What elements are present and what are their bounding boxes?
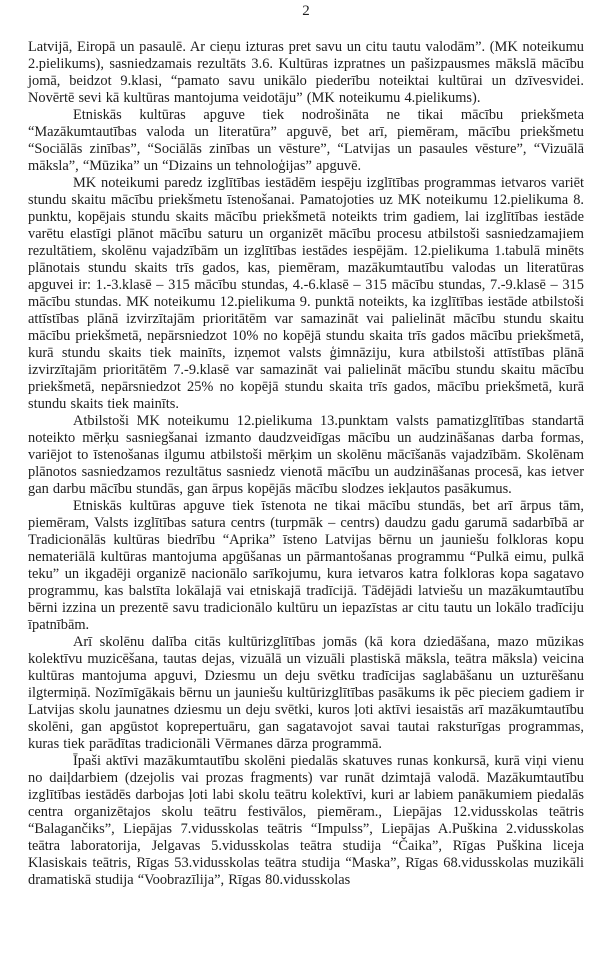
paragraph: Latvijā, Eiropā un pasaulē. Ar cieņu izturas pret savu un citu tautu valodām”. (MK noteikumu 2.pielikums), sasniedzamais rezultāts 3.6. Kultūras izpratnes un pašizpausmes mākslā mācību jomā, beidzot 9.klasi, “pamato savu unikālo piederību noteiktai kultūrai un dzīvesvidei. Novērtē sevi kā kultūras mantojuma veidotāju” (MK noteikumu 4.pielikums). (28, 39, 584, 106)
page-content (28, 39, 584, 889)
paragraph: Īpaši aktīvi mazākumtautību skolēni piedalās skatuves runas konkursā, kurā viņi vienu no daiļdarbiem (dzejolis vai prozas fragments) var runāt dzimtajā valodā. Mazākumtautību izglītības iestādēs darbojas ļoti labi skolu teātru kolektīvi, kuri ar labiem panākumiem piedalās centra organizētajos skolu teātru festivālos, piemēram., Liepājas 12.vidusskolas teātris “Balagančiks”, Liepājas 7.vidusskolas teātris “Impulss”, Liepājas A.Puškina 2.vidusskolas teātra laboratorija, Jelgavas 5.vidusskolas teātra studija “Čaika”, Rīgas Puškina liceja Klasiskais teātris, Rīgas 53.vidusskolas teātra studija “Maska”, Rīgas 68.vidusskolas muzikāli dramatiskā studija “Voobrazīlija”, Rīgas 80.vidusskolas (28, 753, 584, 888)
paragraph: MK noteikumi paredz izglītības iestādēm iespēju izglītības programmas ietvaros variēt stundu skaitu mācību priekšmetu īstenošanai. Pamatojoties uz MK noteikumu 12.pielikuma 8. punktu, kopējais stundu skaits mācību priekšmetā noteikts trim gadiem, lai izglītības iestāde varētu elastīgi plānot mācību saturu un organizēt mācību procesu atbilstoši sasniedzamajiem rezultātiem, skolēnu vajadzībām un izglītības iestādes iespējām. 12.pielikuma 1.tabulā minēts plānotais stundu skaits trīs gados, kas, piemēram, mazākumtautību valodas un literatūras apguvei ir: 1.-3.klasē – 315 mācību stundas, 4.-6.klasē – 315 mācību stundas, 7.-9.klasē – 315 mācību stundas. MK noteikumu 12.pielikuma 9. punktā noteikts, ka izglītības iestāde atbilstoši attīstības plānā izvirzītajām prioritātēm var samazināt vai palielināt mācību stundu skaitu mācību priekšmetā, nepārsniedzot 10% no kopējā stundu skaita trīs gados mācību priekšmetā, kurā stundu skaits tiek mainīts, izņemot valsts ģimnāziju, kura atbilstoši attīstības plānā izvirzītajām prioritātēm 7.-9.klasē var samazināt vai palielināt mācību stundu skaitu mācību priekšmetā, nepārsniedzot 25% no kopējā stundu skaita trīs gados, mācību priekšmetā, kurā stundu skaits tiek mainīts. (28, 175, 584, 412)
paragraph: Etniskās kultūras apguve tiek nodrošināta ne tikai mācību priekšmeta “Mazākumtautības valoda un literatūra” apguvē, bet arī, piemēram, mācību priekšmetu “Sociālās zinības”, “Sociālās zinības un vēsture”, “Latvijas un pasaules vēsture”, “Vizuālā māksla”, “Mūzika” un “Dizains un tehnoloģijas” apguvē. (28, 107, 584, 174)
paragraph: Arī skolēnu dalība citās kultūrizglītības jomās (kā kora dziedāšana, mazo mūzikas kolektīvu muzicēšana, tautas dejas, vizuālā un vizuāli plastiskā māksla, teātra māksla) veicina kultūras mantojuma apguvi, Dziesmu un deju svētku tradīcijas saglabāšanu un uzturēšanu ilgtermiņā. Nozīmīgākais bērnu un jauniešu kultūrizglītības pasākums ik pēc pieciem gadiem ir Latvijas skolu jaunatnes dziesmu un deju svētki, kuros ļoti aktīvi iesaistās arī mazākumtautību skolēni, gan apgūstot koprepertuāru, gan sagatavojot savai tautai raksturīgas programmas, kuras tiek parādītas tradicionāli Vērmanes dārza programmā. (28, 634, 584, 752)
paragraph: Atbilstoši MK noteikumu 12.pielikuma 13.punktam valsts pamatizglītības standartā noteikto mērķu sasniegšanai izmanto daudzveidīgas mācību un audzināšanas darba formas, variējot to īstenošanas ilgumu atbilstoši mērķim un skolēnu mācīšanās vajadzībām. Skolēnam plānotos sasniedzamos rezultātus sasniedz vienotā mācību un audzināšanas procesā, kas ietver gan darbu mācību stundās, gan ārpus kopējās mācību slodzes iekļautos pasākumus. (28, 413, 584, 497)
page-number: 2 (302, 3, 310, 19)
paragraph: Etniskās kultūras apguve tiek īstenota ne tikai mācību stundās, bet arī ārpus tām, piemēram, Valsts izglītības satura centrs (turpmāk – centrs) daudzu gadu garumā sadarbībā ar Tradicionālās kultūras biedrību “Aprika” īsteno Latvijas bērnu un jauniešu folkloras kopu nemateriālā kultūras mantojuma apgūšanas un pārmantošanas programmu “Pulkā eimu, pulkā teku” un ikgadēji organizē nacionālo sarīkojumu, kura ietvaros katra folkloras kopa sagatavo programmu, kas balstīta lokālajā vai etniskajā tradīcijā. Tādējādi latviešu un mazākumtautību bērni izzina un prezentē savu tradicionālo kultūru un iepazīstas ar citu tautu un lokālo tradīciju īpatnībām. (28, 498, 584, 633)
